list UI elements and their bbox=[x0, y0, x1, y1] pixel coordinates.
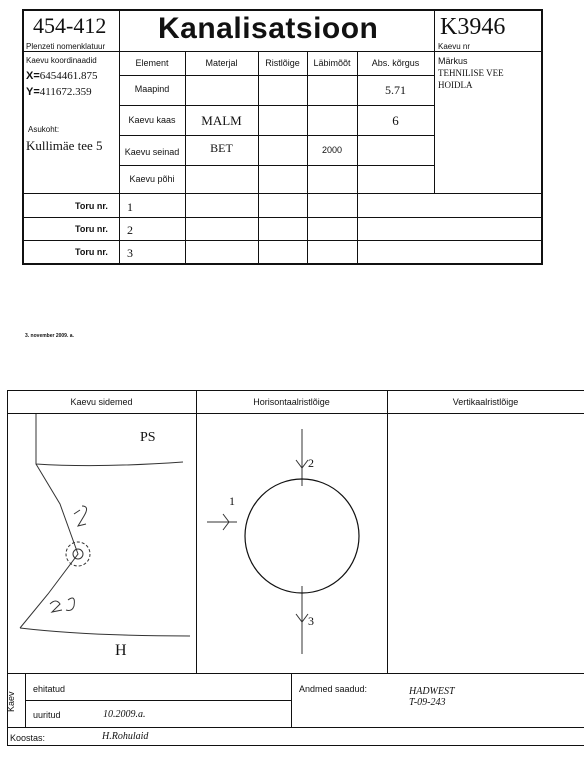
row-element: Kaevu kaas bbox=[128, 115, 176, 125]
col-header-material: Materjal bbox=[205, 58, 238, 68]
pipe-label: Toru nr. bbox=[75, 224, 108, 234]
coord-x-label: X= bbox=[26, 70, 40, 82]
sheet-code: 454-412 bbox=[33, 13, 107, 38]
sketch-header-vertical: Vertikaalristlõige bbox=[452, 397, 519, 407]
data-from-label: Andmed saadud: bbox=[299, 684, 368, 694]
row-element: Kaevu põhi bbox=[129, 174, 175, 184]
address: Kullimäe tee 5 bbox=[26, 138, 103, 153]
compiler-label: Koostas: bbox=[10, 733, 46, 743]
ps-label: PS bbox=[140, 430, 156, 445]
row-elevation: 5.71 bbox=[385, 83, 406, 97]
inspected-label: uuritud bbox=[33, 710, 61, 720]
coord-x bbox=[26, 70, 98, 82]
pipe-2-label: 2 bbox=[308, 456, 314, 470]
sketch-header-connections: Kaevu sidemed bbox=[70, 397, 133, 407]
kaev-label: Kaev bbox=[6, 691, 16, 712]
col-header-element: Element bbox=[135, 58, 169, 68]
built-label: ehitatud bbox=[33, 684, 66, 694]
col-header-elevation: Abs. kõrgus bbox=[371, 58, 420, 68]
coord-y bbox=[26, 86, 92, 98]
row-element: Maapind bbox=[134, 84, 170, 94]
reference-code: T-09-243 bbox=[409, 697, 446, 708]
horizontal-cross-section bbox=[197, 414, 387, 672]
col-header-cross: Ristlõige bbox=[265, 58, 300, 68]
coords-caption: Kaevu koordinaadid bbox=[26, 56, 97, 65]
notes-text: TEHNILISE VEE bbox=[438, 68, 504, 78]
coord-x-value: 6454461.875 bbox=[39, 70, 98, 82]
pipe-number: 3 bbox=[127, 246, 133, 260]
col-header-diameter: Läbimõõt bbox=[313, 58, 351, 68]
compiler-name: H.Rohulaid bbox=[102, 731, 149, 742]
inspected-date: 10.2009.a. bbox=[103, 709, 146, 720]
pipe-number: 1 bbox=[127, 200, 133, 214]
company-name: HADWEST bbox=[409, 686, 455, 697]
notes-text: HOIDLA bbox=[438, 80, 473, 90]
row-material: MALM bbox=[201, 113, 242, 128]
coord-y-value: 411672.359 bbox=[39, 86, 92, 98]
well-number-caption: Kaevu nr bbox=[438, 42, 471, 51]
address-caption: Asukoht: bbox=[28, 125, 60, 134]
row-elevation: 6 bbox=[392, 113, 399, 128]
row-element: Kaevu seinad bbox=[124, 147, 180, 157]
sketch-header-horizontal: Horisontaalristlõige bbox=[253, 397, 330, 407]
pipe-label: Toru nr. bbox=[75, 201, 108, 211]
notes-caption: Märkus bbox=[438, 56, 468, 66]
connections-sketch bbox=[8, 414, 196, 672]
pipe-3-label: 3 bbox=[308, 614, 314, 628]
date-line: 3. november 2009. a. bbox=[25, 333, 74, 339]
page-title: Kanalisatsioon bbox=[158, 12, 379, 45]
pipe-1-label: 1 bbox=[229, 494, 235, 508]
row-diameter: 2000 bbox=[321, 145, 343, 155]
pipe-label: Toru nr. bbox=[75, 247, 108, 257]
well-number: K3946 bbox=[440, 14, 506, 40]
pipe-number: 2 bbox=[127, 223, 133, 237]
h-label: H bbox=[115, 642, 127, 659]
sheet-code-caption: Plenzeti nomenklatuur bbox=[26, 42, 106, 51]
row-material: BET bbox=[210, 141, 233, 155]
coord-y-label: Y= bbox=[26, 86, 40, 98]
